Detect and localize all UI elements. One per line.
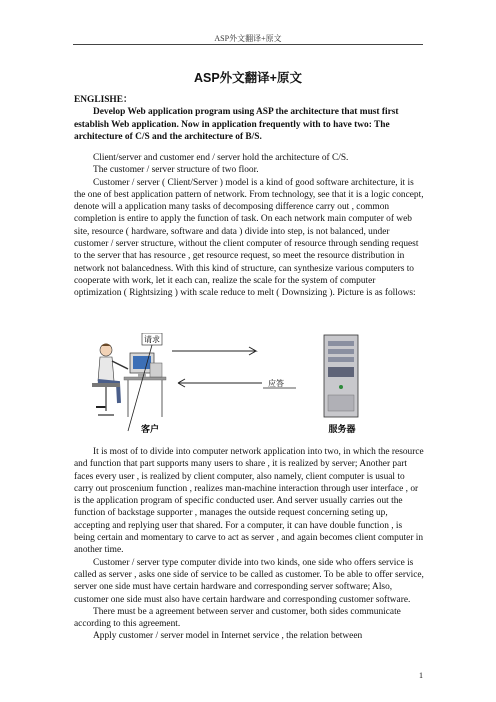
body-bottom (74, 446, 424, 643)
page-title: ASP外文翻译+原文 (193, 71, 302, 85)
response-arrow (178, 379, 262, 387)
client-label: 客户 (140, 425, 160, 435)
header-rule (73, 44, 423, 45)
paragraph-6: There must be a agreement between server and customer, both sides communicate according to this agreement. (74, 606, 401, 630)
section-label: ENGLISHE： (74, 95, 133, 105)
paragraph-4: It is most of to divide into computer network application into two, in which the resource and function that part supports many users to share , it is realized by server; Another part faces every user , is realized by client computer, also namely, client computer is usual to carry out proscenium function , realizes man-machine interaction through user interface , or is the application program of specific conducted user. And server usually carries out the function of backstage supporter , manages the outside request concerning seting up, accepting and replying user that shared. For a computer, it can have double function , is being certain and momentary to carve to act as server , and again becomes client computer in another time. (74, 447, 424, 556)
running-header: ASP外文翻译+原文 (214, 34, 282, 43)
client-server-diagram (88, 333, 412, 435)
paragraph-2: The customer / server structure of two floor. (93, 165, 259, 176)
client-illustration (92, 344, 166, 418)
request-arrow (172, 347, 256, 355)
intro-block (74, 94, 424, 143)
response-label: 应答 (268, 379, 284, 388)
paragraph-5: Customer / server type computer divide into two kinds, one side who offers service is called as server , asks one side of service to be called as customer. To be able to offer service, server one side must have certain hardware and corresponding server software; Also, customer one side must also have certain hardware and corresponding customer software. (74, 557, 424, 605)
page-number: 1 (419, 671, 423, 680)
server-label: 服务器 (328, 425, 356, 435)
paragraph-3: Customer / server ( Client/Server ) model is a kind of good software architecture, it is the one of best application pattern of network. From technology, see that it is a logic concept, denote will a application many tasks of decomposing difference carry out , common completion is entire to apply the function of task. On each network main computer of web site, resource ( hardware, software and data ) divide into step, is not balanced, under customer / server structure, without the client computer of resource through sending request to the server that has resource , get resource request, so meet the resource distribution in network not balancedness. With this kind of structure, can synthesize various computers to cooperate with work, let it each can, realize the scale for the system of computer optimization ( Rightsizing ) with scale reduce to melt ( Downsizing ). Picture is as follows: (74, 177, 424, 299)
paragraph-1: Client/server and customer end / server hold the architecture of C/S. (93, 153, 349, 163)
server-illustration (324, 335, 358, 417)
intro-paragraph: Develop Web application program using ASP the architecture that must first establish Web application. Now in application frequently with to have two: The architecture of C/S and the architecture of B/S. (74, 107, 399, 142)
body-top (74, 152, 424, 300)
paragraph-7: Apply customer / server model in Internet service , the relation between (93, 631, 363, 642)
request-label: 请求 (144, 335, 160, 344)
